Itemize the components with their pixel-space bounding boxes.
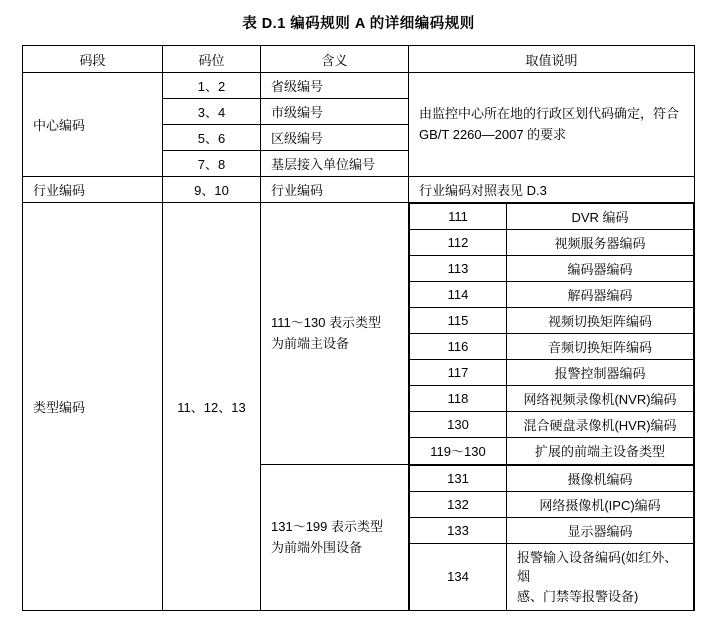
device-code: 111 bbox=[410, 204, 507, 230]
device-code: 119～130 bbox=[410, 438, 507, 464]
position-cell: 7、8 bbox=[163, 151, 261, 177]
meaning-line-2: 为前端主设备 bbox=[271, 336, 350, 352]
position-cell: 11、12、13 bbox=[163, 203, 261, 611]
device-desc: DVR 编码 bbox=[507, 204, 694, 230]
table-caption: 表 D.1 编码规则 A 的详细编码规则 bbox=[242, 16, 475, 32]
device-desc: 混合硬盘录像机(HVR)编码 bbox=[507, 412, 694, 438]
device-code-list-main bbox=[409, 203, 694, 464]
list-item bbox=[410, 491, 694, 517]
list-item bbox=[410, 230, 694, 256]
device-desc-line-2: 感、门禁等报警设备) bbox=[517, 588, 639, 604]
meaning-cell: 区级编号 bbox=[261, 125, 409, 151]
list-item bbox=[410, 256, 694, 282]
device-desc-line-1: 报警输入设备编码(如红外、烟 bbox=[517, 549, 678, 584]
device-desc: 网络视频录像机(NVR)编码 bbox=[507, 386, 694, 412]
list-item bbox=[410, 308, 694, 334]
device-code: 130 bbox=[410, 412, 507, 438]
device-desc: 扩展的前端主设备类型 bbox=[507, 438, 694, 464]
device-desc: 报警控制器编码 bbox=[507, 360, 694, 386]
table-header-row bbox=[23, 46, 695, 73]
list-item bbox=[410, 438, 694, 464]
table-row bbox=[23, 73, 695, 99]
segment-industry: 行业编码 bbox=[23, 177, 163, 203]
value-note-line-2: GB/T 2260—2007 的要求 bbox=[419, 126, 567, 142]
device-code: 112 bbox=[410, 230, 507, 256]
device-desc: 音频切换矩阵编码 bbox=[507, 334, 694, 360]
list-item bbox=[410, 360, 694, 386]
device-code: 131 bbox=[410, 465, 507, 491]
meaning-line-1: 111～130 表示类型 bbox=[271, 314, 382, 330]
meaning-type-main bbox=[261, 203, 409, 465]
device-code: 132 bbox=[410, 491, 507, 517]
device-code-list-peripheral bbox=[409, 465, 694, 611]
list-item bbox=[410, 517, 694, 543]
device-desc: 摄像机编码 bbox=[507, 465, 694, 491]
device-desc: 解码器编码 bbox=[507, 282, 694, 308]
value-note-line-1: 由监控中心所在地的行政区划代码确定，符合 bbox=[419, 106, 680, 122]
value-note-type-main bbox=[409, 203, 695, 465]
value-note-industry: 行业编码对照表见 D.3 bbox=[409, 177, 695, 203]
device-desc-multiline bbox=[507, 543, 694, 610]
device-code: 118 bbox=[410, 386, 507, 412]
list-item bbox=[410, 282, 694, 308]
list-item bbox=[410, 204, 694, 230]
device-desc: 显示器编码 bbox=[507, 517, 694, 543]
position-cell: 5、6 bbox=[163, 125, 261, 151]
meaning-cell: 行业编码 bbox=[261, 177, 409, 203]
meaning-line-1: 131～199 表示类型 bbox=[271, 518, 383, 534]
segment-center: 中心编码 bbox=[23, 73, 163, 177]
header-meaning: 含义 bbox=[261, 46, 409, 73]
device-desc: 视频服务器编码 bbox=[507, 230, 694, 256]
segment-type: 类型编码 bbox=[23, 203, 163, 611]
position-cell: 1、2 bbox=[163, 73, 261, 99]
meaning-line-2: 为前端外围设备 bbox=[271, 540, 363, 556]
value-note-center bbox=[409, 73, 695, 177]
header-value-note: 取值说明 bbox=[409, 46, 695, 73]
header-segment: 码段 bbox=[23, 46, 163, 73]
value-note-type-peripheral bbox=[409, 464, 695, 611]
meaning-type-peripheral bbox=[261, 464, 409, 611]
device-desc: 编码器编码 bbox=[507, 256, 694, 282]
device-desc: 视频切换矩阵编码 bbox=[507, 308, 694, 334]
table-row bbox=[23, 177, 695, 203]
list-item bbox=[410, 465, 694, 491]
table-row bbox=[23, 203, 695, 465]
device-code: 116 bbox=[410, 334, 507, 360]
device-code: 134 bbox=[410, 543, 507, 610]
coding-rules-table bbox=[22, 45, 695, 611]
device-code: 113 bbox=[410, 256, 507, 282]
device-code: 133 bbox=[410, 517, 507, 543]
meaning-cell: 市级编号 bbox=[261, 99, 409, 125]
meaning-cell: 基层接入单位编号 bbox=[261, 151, 409, 177]
device-code: 115 bbox=[410, 308, 507, 334]
header-position: 码位 bbox=[163, 46, 261, 73]
position-cell: 9、10 bbox=[163, 177, 261, 203]
position-cell: 3、4 bbox=[163, 99, 261, 125]
list-item bbox=[410, 334, 694, 360]
list-item bbox=[410, 543, 694, 610]
device-desc: 网络摄像机(IPC)编码 bbox=[507, 491, 694, 517]
device-code: 114 bbox=[410, 282, 507, 308]
list-item bbox=[410, 412, 694, 438]
meaning-cell: 省级编号 bbox=[261, 73, 409, 99]
device-code: 117 bbox=[410, 360, 507, 386]
list-item bbox=[410, 386, 694, 412]
